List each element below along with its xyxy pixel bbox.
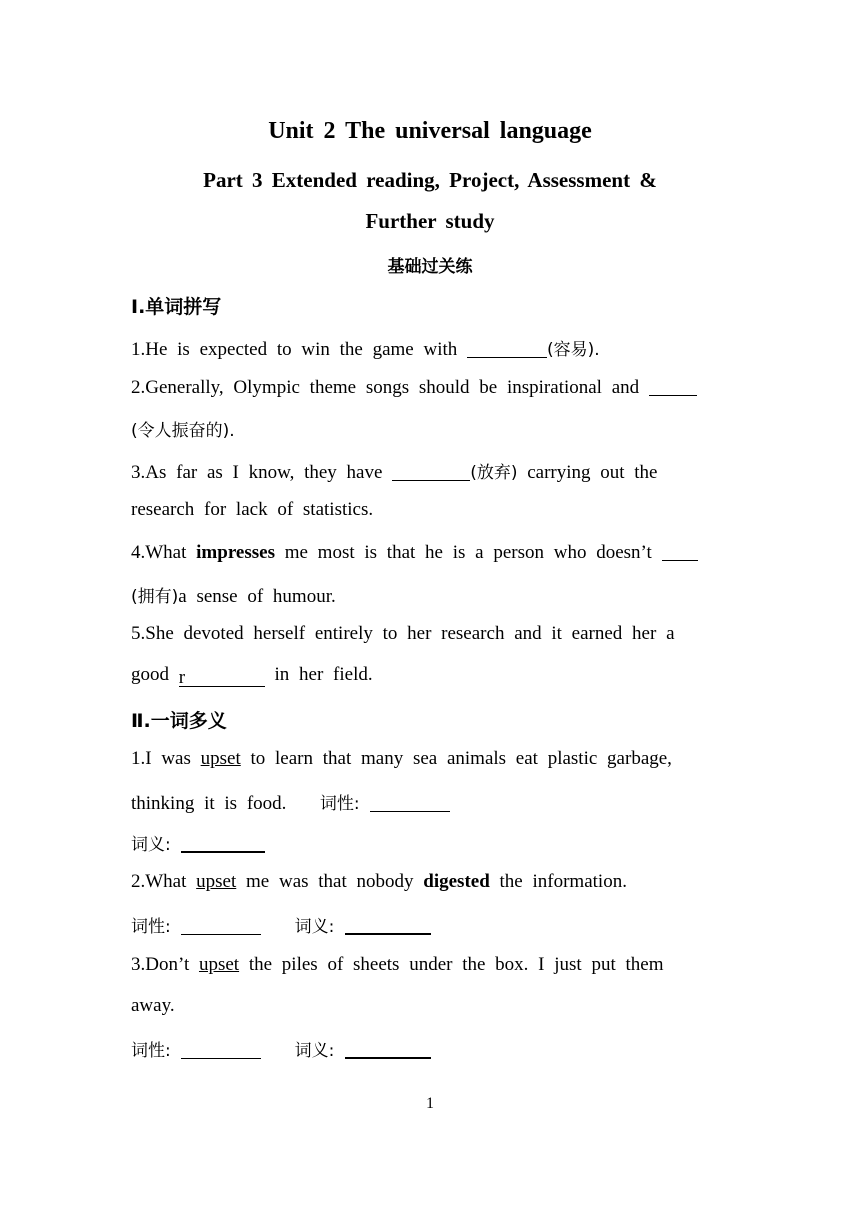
section-heading-polysemy: Ⅱ.一词多义 — [131, 710, 227, 732]
pq2-text-mid: me was that nobody — [236, 871, 424, 892]
practice-heading: 基础过关练 — [387, 257, 473, 277]
pq2-text-end: the information. — [489, 871, 627, 892]
q4-bold-word: impresses — [196, 542, 275, 563]
meaning-label: 词义: — [294, 917, 345, 937]
part-title-line2: Further study — [365, 209, 495, 233]
q3-text-after: carrying out the — [517, 462, 658, 483]
q2-text: 2.Generally, Olympic theme songs should be inspirational and — [131, 377, 649, 398]
polysemy-question-3 — [131, 954, 731, 976]
polysemy-question-1 — [131, 748, 731, 770]
pq2-bold-word: digested — [423, 871, 490, 892]
section-heading-spelling: Ⅰ.单词拼写 — [131, 296, 222, 318]
polysemy-question-3-answers — [131, 1036, 731, 1062]
q3-text: 3.As far as I know, they have — [131, 462, 393, 483]
q4-hint: (拥有) — [131, 587, 179, 607]
spelling-question-5: 5.She devoted herself entirely to her research and it earned her a — [131, 623, 675, 644]
q4-text-mid: me most is that he is a person who doesn’t — [274, 542, 662, 563]
q5-text-end: in her field. — [264, 664, 373, 685]
target-word-upset: upset — [198, 954, 240, 975]
pos-blank — [181, 915, 261, 935]
pq3-text: 3.Don’t — [131, 954, 199, 975]
unit-title: Unit 2 The universal language — [268, 118, 592, 144]
answer-blank — [662, 541, 698, 561]
q2-hint: (令人振奋的). — [131, 421, 235, 441]
meaning-blank — [345, 914, 431, 935]
q1-text: 1.He is expected to win the game with — [131, 339, 468, 360]
pos-label: 词性: — [131, 917, 182, 937]
answer-blank-with-letter — [179, 667, 265, 687]
polysemy-question-1-meaning — [131, 830, 731, 856]
spelling-question-1 — [131, 335, 731, 361]
target-word-upset: upset — [196, 871, 237, 892]
pos-blank — [370, 792, 450, 812]
pos-blank — [181, 1039, 261, 1059]
spelling-question-3 — [131, 458, 731, 484]
polysemy-question-2-answers — [131, 912, 731, 938]
meaning-blank — [181, 832, 265, 853]
spelling-question-2-cont — [131, 416, 731, 442]
answer-blank — [649, 376, 697, 396]
pq1-text-end: thinking it is food. — [131, 793, 287, 814]
q3-hint: (放弃) — [470, 463, 518, 483]
answer-blank — [467, 338, 547, 358]
polysemy-question-3-cont: away. — [131, 995, 175, 1016]
spelling-question-2 — [131, 376, 731, 399]
spelling-question-3-cont: research for lack of statistics. — [131, 499, 374, 520]
q1-hint: (容易). — [547, 340, 600, 360]
target-word-upset: upset — [200, 748, 241, 769]
page-number: 1 — [426, 1095, 434, 1112]
q5-first-letter: r — [178, 667, 186, 688]
pq3-text-after: the piles of sheets under the box. I just put them — [239, 954, 664, 975]
pq1-text: 1.I was — [131, 748, 201, 769]
spelling-question-4 — [131, 541, 731, 564]
meaning-label: 词义: — [131, 835, 182, 855]
polysemy-question-1-cont — [131, 789, 731, 815]
pq2-text: 2.What — [131, 871, 197, 892]
pos-label: 词性: — [131, 1041, 182, 1061]
q4-text: 4.What — [131, 542, 197, 563]
q4-text-end: a sense of humour. — [178, 586, 336, 607]
pos-label: 词性: — [319, 794, 371, 814]
q5-text: good — [131, 664, 179, 685]
part-title-line1: Part 3 Extended reading, Project, Assessment & — [203, 168, 657, 192]
pq1-text-after: to learn that many sea animals eat plastic garbage, — [240, 748, 672, 769]
polysemy-question-2 — [131, 871, 731, 893]
answer-blank — [392, 461, 470, 481]
spelling-question-4-cont — [131, 582, 731, 608]
spelling-question-5-cont — [131, 664, 731, 687]
meaning-label: 词义: — [294, 1041, 345, 1061]
meaning-blank — [345, 1038, 431, 1059]
